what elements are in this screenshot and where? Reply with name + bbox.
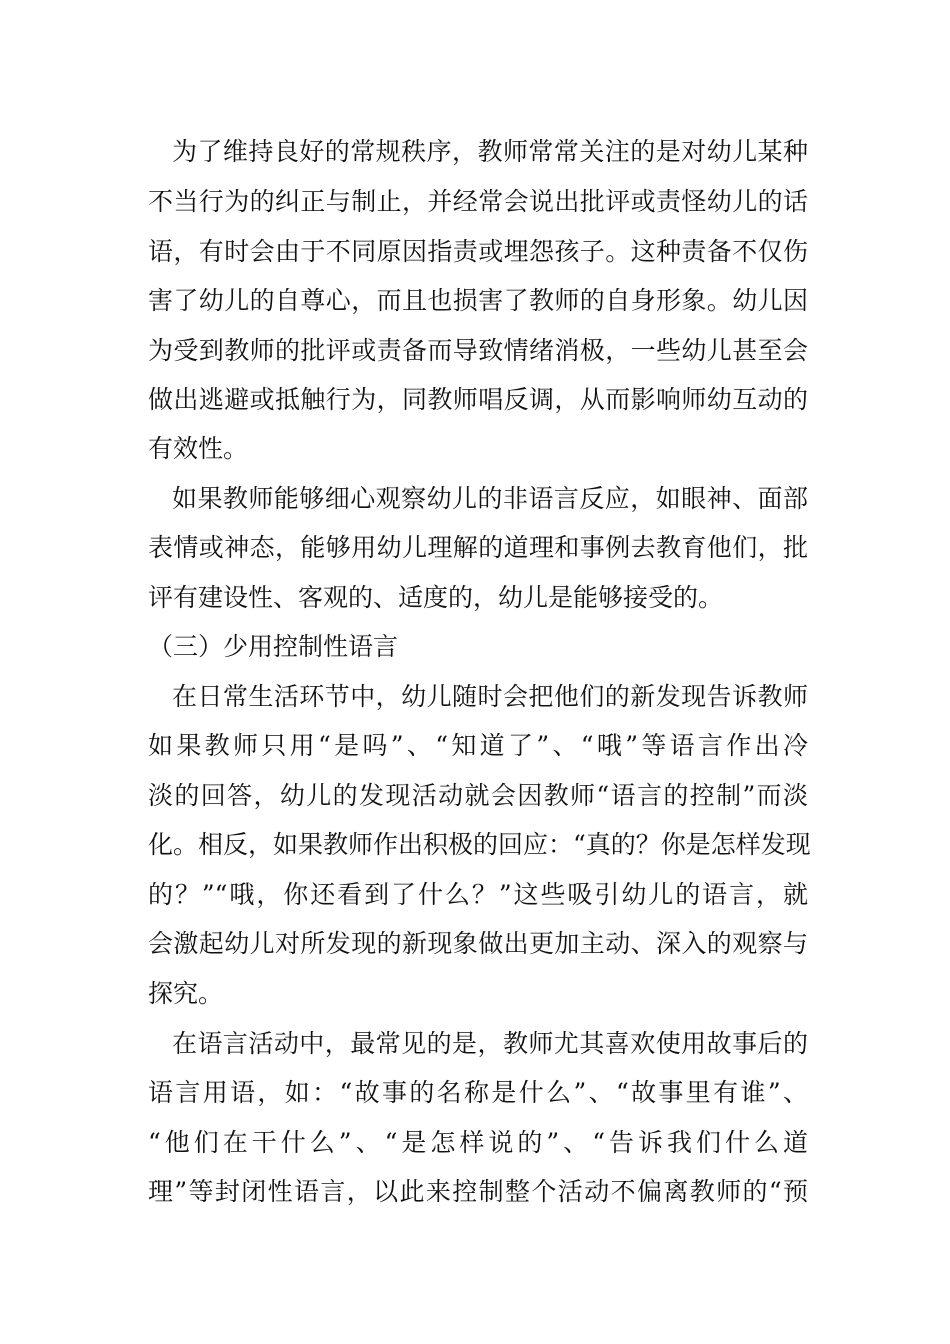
paragraph-1-line-1: 为了维持良好的常规秩序，教师常常关注的是对幼儿某种 xyxy=(172,137,808,166)
paragraph-3-line-6: 会激起幼儿对所发现的新现象做出更加主动、深入的观察与 xyxy=(148,929,808,958)
paragraph-4-line-3: “他们在干什么”、“是怎样说的”、“告诉我们什么道 xyxy=(148,1128,808,1157)
paragraph-4-line-4: 理”等封闭性语言，以此来控制整个活动不偏离教师的“预 xyxy=(148,1177,808,1206)
paragraph-2-line-1: 如果教师能够细心观察幼儿的非语言反应，如眼神、面部 xyxy=(172,484,808,513)
paragraph-1-line-7: 有效性。 xyxy=(148,434,249,463)
section-heading: （三）少用控制性语言 xyxy=(148,632,399,661)
paragraph-3-line-3: 淡的回答，幼儿的发现活动就会因教师“语言的控制”而淡 xyxy=(148,781,808,810)
paragraph-3-line-2: 如果教师只用“是吗”、“知道了”、“哦”等语言作出冷 xyxy=(148,731,808,760)
paragraph-4-line-2: 语言用语，如：“故事的名称是什么”、“故事里有谁”、 xyxy=(148,1078,808,1107)
paragraph-1-line-6: 做出逃避或抵触行为，同教师唱反调，从而影响师幼互动的 xyxy=(148,385,808,414)
paragraph-2-line-3: 评有建设性、客观的、适度的，幼儿是能够接受的。 xyxy=(148,583,724,612)
paragraph-1-line-3: 语，有时会由于不同原因指责或埋怨孩子。这种责备不仅伤 xyxy=(148,237,808,266)
paragraph-1-line-5: 为受到教师的批评或责备而导致情绪消极，一些幼儿甚至会 xyxy=(148,336,808,365)
paragraph-1-line-2: 不当行为的纠正与制止，并经常会说出批评或责怪幼儿的话 xyxy=(148,187,808,216)
paragraph-3-line-1: 在日常生活环节中，幼儿随时会把他们的新发现告诉教师 xyxy=(172,682,808,711)
paragraph-3-line-5: 的？”“哦，你还看到了什么？”这些吸引幼儿的语言，就 xyxy=(148,880,808,909)
paragraph-2-line-2: 表情或神态，能够用幼儿理解的道理和事例去教育他们，批 xyxy=(148,533,808,562)
paragraph-1-line-4: 害了幼儿的自尊心，而且也损害了教师的自身形象。幼儿因 xyxy=(148,286,808,315)
paragraph-3-line-7: 探究。 xyxy=(148,979,224,1008)
paragraph-4-line-1: 在语言活动中，最常见的是，教师尤其喜欢使用故事后的 xyxy=(172,1029,808,1058)
paragraph-3-line-4: 化。相反，如果教师作出积极的回应：“真的？你是怎样发现 xyxy=(148,830,811,859)
